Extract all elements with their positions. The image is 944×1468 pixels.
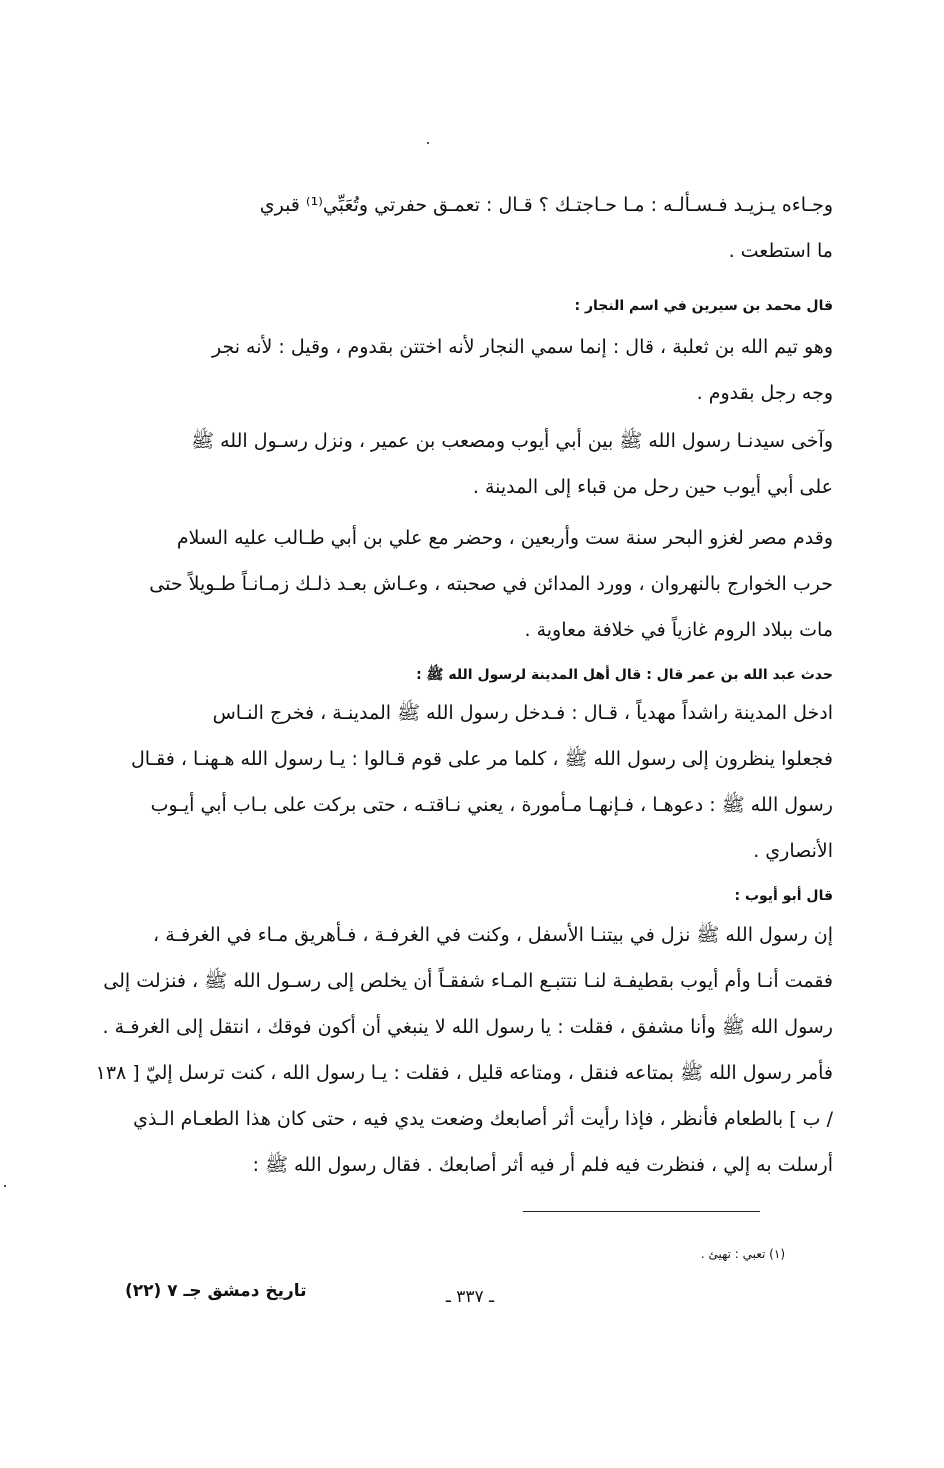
book-title: تاريخ دمشق جـ ٧ (٢٢) [125, 1281, 307, 1301]
text-line: وهو تيم الله بن ثعلبة ، قال : إنما سمي النجار لأنه اختتن بقدوم ، وقيل : لأنه نجر [211, 336, 833, 358]
text-line: رسول الله ﷺ وأنا مشفق ، فقلت : يا رسول الله لا ينبغي أن أكون فوقك ، انتقل إلى الغرفـة . [102, 1016, 833, 1038]
page-number: ـ ٣٣٧ ـ [445, 1287, 495, 1307]
text-line: وآخى سيدنـا رسول الله ﷺ بين أبي أيوب ومصعب بن عمير ، ونزل رسـول الله ﷺ [191, 430, 833, 452]
text-line: حرب الخوارج بالنهروان ، وورد المدائن في صحبته ، وعـاش بعـد ذلـك زمـانـاً طـويلاً حتى [149, 573, 833, 595]
paragraph-brotherhood [128, 418, 833, 510]
text-line: مات ببلاد الروم غازياً في خلافة معاوية . [524, 619, 833, 641]
footnote: (١) تعبي : تهيئ . [700, 1247, 785, 1261]
text-line: فقمت أنـا وأم أيوب بقطيفـة لنـا نتتبـع المـاء شفقـاً أن يخلص إلى رسـول الله ﷺ ، فنزلت إلى [103, 970, 833, 992]
text-line: على أبي أيوب حين رحل من قباء إلى المدينة . [472, 476, 833, 498]
heading-ibn-umar [128, 660, 833, 690]
text-line: وجه رجل بقدوم . [696, 382, 833, 404]
scan-speck [4, 1185, 6, 1187]
section-heading: قال محمد بن سيرين في اسم النجار : [574, 298, 833, 314]
text-line: إن رسول الله ﷺ نزل في بيتنـا الأسفل ، وكنت في الغرفـة ، فـأهريق مـاء في الغرفـة ، [153, 924, 833, 946]
text-line: الأنصاري . [753, 840, 833, 862]
text-line: وقدم مصر لغزو البحر سنة ست وأربعين ، وحضر مع علي بن أبي طـالب عليه السلام [176, 527, 833, 549]
paragraph-madina [128, 690, 833, 874]
paragraph-egypt [128, 515, 833, 653]
scan-speck [427, 142, 429, 144]
section-heading: قال أبو أيوب : [734, 888, 833, 904]
text-line: رسول الله ﷺ : دعوهـا ، فـإنهـا مـأمورة ، يعني نـاقتـه ، حتى بركت على بـاب أبي أيـوب [150, 794, 833, 816]
section-heading: حدث عبد الله بن عمر قال : قال أهل المدينة لرسول الله ﷺ : [416, 667, 833, 683]
paragraph-room [95, 912, 833, 1188]
text-line: فجعلوا ينظرون إلى رسول الله ﷺ ، كلما مر على قوم قـالوا : يـا رسول الله هـهنـا ، فقـال [130, 748, 833, 770]
text-line: فأمر رسول الله ﷺ بمتاعه فنقل ، ومتاعه قليل ، فقلت : يـا رسول الله ، كنت ترسل إليّ [ ١٣٨ [95, 1062, 833, 1084]
text-line: وجـاءه يـزيـد فـسـألـه : مـا حـاجتـك ؟ قـال : تعمـق حفرتي وتُعَبِّي⁽¹⁾ قبري [259, 194, 833, 216]
paragraph-yazid [128, 182, 833, 274]
text-line: ما استطعت . [728, 240, 833, 262]
heading-abu-ayyub [128, 881, 833, 911]
paragraph-najjar [128, 324, 833, 416]
heading-ibn-sirin [128, 291, 833, 321]
text-line: ادخل المدينة راشداً مهدياً ، قـال : فـدخل رسول الله ﷺ المدينـة ، فخرج النـاس [212, 702, 833, 724]
text-line: أرسلت به إلي ، فنظرت فيه فلم أر فيه أثر أصابعك . فقال رسول الله ﷺ : [252, 1154, 833, 1176]
text-line: / ب ] بالطعام فأنظر ، فإذا رأيت أثر أصابعك وضعت يدي فيه ، حتى كان هذا الطعـام الـذي [133, 1108, 833, 1130]
footnote-divider [523, 1211, 760, 1212]
